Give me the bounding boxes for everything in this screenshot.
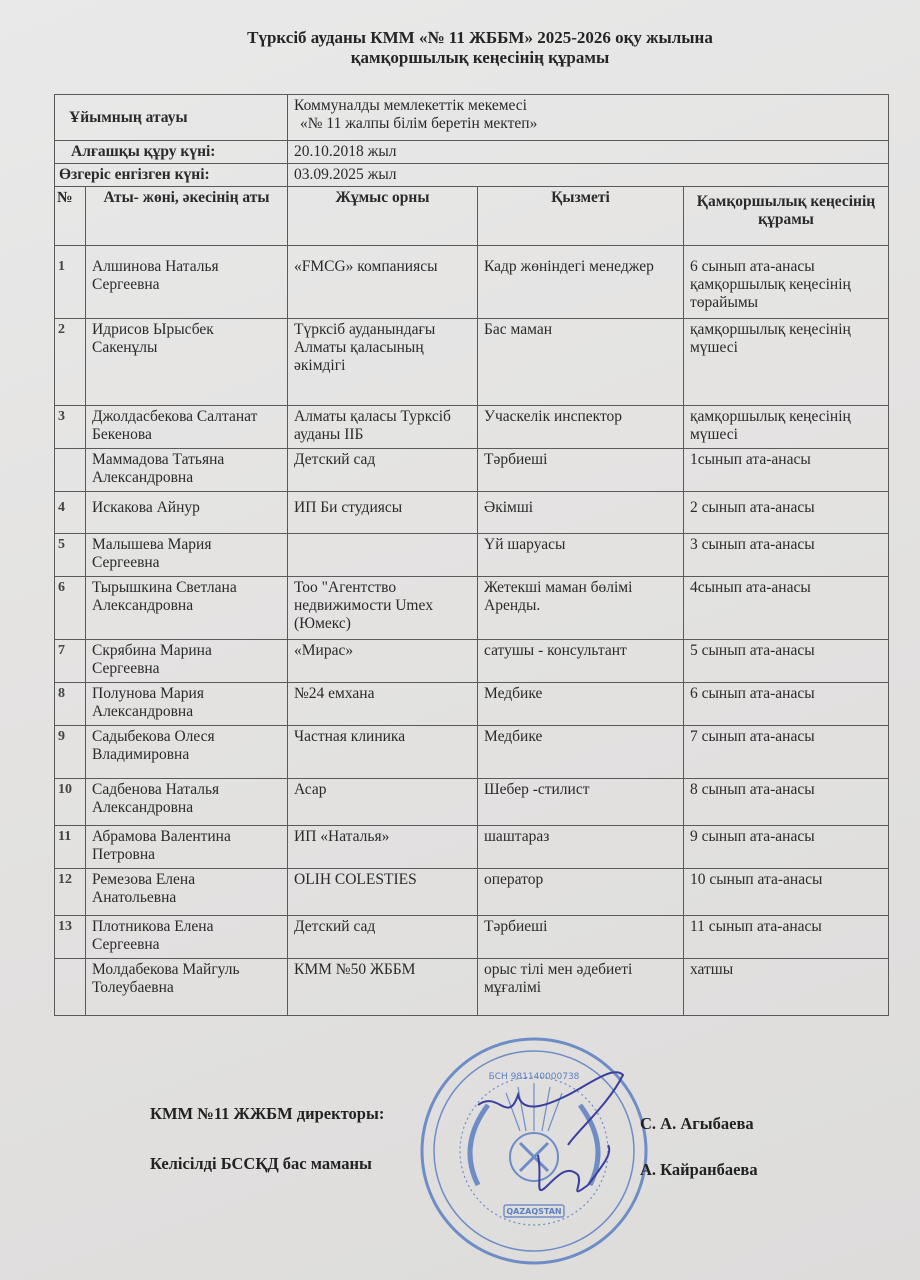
row-role: қамқоршылық кеңесінің мүшесі: [684, 406, 889, 449]
row-work: ИП Би студиясы: [288, 492, 478, 534]
table-row: [55, 492, 889, 534]
director-label: КММ №11 ЖЖБМ директоры:: [150, 1104, 385, 1123]
row-position: Тәрбиеші: [478, 449, 684, 492]
agreed-label: Келісілді БССҚД бас маманы: [150, 1154, 372, 1173]
table-row: [55, 640, 889, 683]
row-num: 12: [55, 869, 86, 916]
row-position: Медбике: [478, 683, 684, 726]
row-num: 7: [55, 640, 86, 683]
row-work: OLIH COLESTIES: [288, 869, 478, 916]
table-row: [55, 726, 889, 779]
row-work: №24 емхана: [288, 683, 478, 726]
org-name-row: [55, 95, 889, 141]
table-row: [55, 959, 889, 1016]
column-header-row: [55, 187, 889, 246]
row-work: «FMCG» компаниясы: [288, 246, 478, 319]
council-table: [54, 94, 889, 1016]
table-row: [55, 319, 889, 406]
table-row: [55, 779, 889, 826]
agreed-name: А. Кайранбаева: [640, 1160, 758, 1179]
row-role: 11 сынып ата-анасы: [684, 916, 889, 959]
row-work: КММ №50 ЖББМ: [288, 959, 478, 1016]
changed-date-row: [55, 164, 889, 187]
row-num: 6: [55, 577, 86, 640]
row-position: Шебер -стилист: [478, 779, 684, 826]
row-name: Молдабекова Майгуль Толеубаевна: [86, 959, 288, 1016]
table-row: [55, 683, 889, 726]
seal-shanyrak-icon: [520, 1143, 548, 1171]
row-position: орыс тілі мен әдебиеті мұғалімі: [478, 959, 684, 1016]
row-position: Медбике: [478, 726, 684, 779]
row-num: 11: [55, 826, 86, 869]
changed-date-label: Өзгеріс енгізген күні:: [55, 164, 288, 187]
table-row: [55, 577, 889, 640]
row-num: 9: [55, 726, 86, 779]
row-num: 10: [55, 779, 86, 826]
row-position: Жетекші маман бөлімі Аренды.: [478, 577, 684, 640]
row-role: қамқоршылық кеңесінің мүшесі: [684, 319, 889, 406]
row-name: Ремезова Елена Анатольевна: [86, 869, 288, 916]
changed-date-value: 03.09.2025 жыл: [288, 164, 889, 187]
row-num: 3: [55, 406, 86, 449]
row-role: 5 сынып ата-анасы: [684, 640, 889, 683]
row-role: 7 сынып ата-анасы: [684, 726, 889, 779]
row-position: Кадр жөніндегі менеджер: [478, 246, 684, 319]
row-role: 6 сынып ата-анасы: [684, 683, 889, 726]
row-work: Детский сад: [288, 916, 478, 959]
created-date-row: [55, 141, 889, 164]
row-role: 10 сынып ата-анасы: [684, 869, 889, 916]
table-row: [55, 869, 889, 916]
col-header-role: Қамқоршылық кеңесінің құрамы: [684, 187, 889, 246]
seal-country-text: QAZAQSTAN: [506, 1207, 562, 1216]
row-num: 1: [55, 246, 86, 319]
row-position: шаштараз: [478, 826, 684, 869]
col-header-position: Қызметі: [478, 187, 684, 246]
row-role: 9 сынып ата-анасы: [684, 826, 889, 869]
row-name: Садыбекова Олеся Владимировна: [86, 726, 288, 779]
row-position: сатушы - консультант: [478, 640, 684, 683]
row-work: Тоо "Агентство недвижимости Umex (Юмекс): [288, 577, 478, 640]
official-seal-stamp: [418, 1035, 650, 1267]
row-work: Асар: [288, 779, 478, 826]
row-name: Абрамова Валентина Петровна: [86, 826, 288, 869]
created-date-label: Алғашқы құру күні:: [55, 141, 288, 164]
row-role: 3 сынып ата-анасы: [684, 534, 889, 577]
row-role: хатшы: [684, 959, 889, 1016]
col-header-work: Жұмыс орны: [288, 187, 478, 246]
org-name-label: Ұйымның атауы: [55, 95, 288, 141]
table-row: [55, 826, 889, 869]
row-name: Маммадова Татьяна Александровна: [86, 449, 288, 492]
row-work: Алматы қаласы Турксіб ауданы ІІБ: [288, 406, 478, 449]
table-row: [55, 916, 889, 959]
row-role: 8 сынып ата-анасы: [684, 779, 889, 826]
col-header-name: Аты- жөні, әкесінің аты: [86, 187, 288, 246]
col-header-num: №: [55, 187, 86, 246]
row-name: Алшинова Наталья Сергеевна: [86, 246, 288, 319]
row-name: Садбенова Наталья Александровна: [86, 779, 288, 826]
row-work: Детский сад: [288, 449, 478, 492]
row-position: Учаскелік инспектор: [478, 406, 684, 449]
row-num: 4: [55, 492, 86, 534]
seal-bin-text: БСН 981140000738: [488, 1072, 580, 1082]
row-name: Плотникова Елена Сергеевна: [86, 916, 288, 959]
row-position: Әкімші: [478, 492, 684, 534]
director-name: С. А. Агыбаева: [640, 1114, 754, 1133]
row-num: 13: [55, 916, 86, 959]
title-line-2: қамқоршылық кеңесінің құрамы: [350, 48, 610, 67]
row-num: [55, 449, 86, 492]
table-row: [55, 449, 889, 492]
row-work: Түрксіб ауданындағы Алматы қаласының әкімдігі: [288, 319, 478, 406]
row-work: «Мирас»: [288, 640, 478, 683]
document-title: [180, 28, 780, 68]
org-name-value: [288, 95, 889, 141]
row-num: 2: [55, 319, 86, 406]
table-row: [55, 406, 889, 449]
row-work: Частная клиника: [288, 726, 478, 779]
row-name: Джолдасбекова Салтанат Бекенова: [86, 406, 288, 449]
row-name: Скрябина Марина Сергеевна: [86, 640, 288, 683]
row-num: [55, 959, 86, 1016]
row-role: 4сынып ата-анасы: [684, 577, 889, 640]
row-work: ИП «Наталья»: [288, 826, 478, 869]
row-position: Үй шаруасы: [478, 534, 684, 577]
org-name-line-1: Коммуналды мемлекеттік мекемесі: [294, 97, 527, 114]
director-signature: [478, 1072, 623, 1145]
table-row: [55, 246, 889, 319]
row-name: Искакова Айнур: [86, 492, 288, 534]
row-position: Бас маман: [478, 319, 684, 406]
row-name: Идрисов Ырысбек Сакенұлы: [86, 319, 288, 406]
row-role: 6 сынып ата-анасы қамқоршылық кеңесінің төрайымы: [684, 246, 889, 319]
row-num: 5: [55, 534, 86, 577]
title-line-1: Түрксіб ауданы КММ «№ 11 ЖББМ» 2025-2026 оқу жылына: [247, 28, 713, 47]
row-role: 1сынып ата-анасы: [684, 449, 889, 492]
row-name: Полунова Мария Александровна: [86, 683, 288, 726]
row-num: 8: [55, 683, 86, 726]
row-name: Тырышкина Светлана Александровна: [86, 577, 288, 640]
org-name-line-2: «№ 11 жалпы білім беретін мектеп»: [300, 115, 538, 132]
row-role: 2 сынып ата-анасы: [684, 492, 889, 534]
row-position: Тәрбиеші: [478, 916, 684, 959]
row-work: [288, 534, 478, 577]
row-position: оператор: [478, 869, 684, 916]
row-name: Малышева Мария Сергеевна: [86, 534, 288, 577]
created-date-value: 20.10.2018 жыл: [288, 141, 889, 164]
table-row: [55, 534, 889, 577]
